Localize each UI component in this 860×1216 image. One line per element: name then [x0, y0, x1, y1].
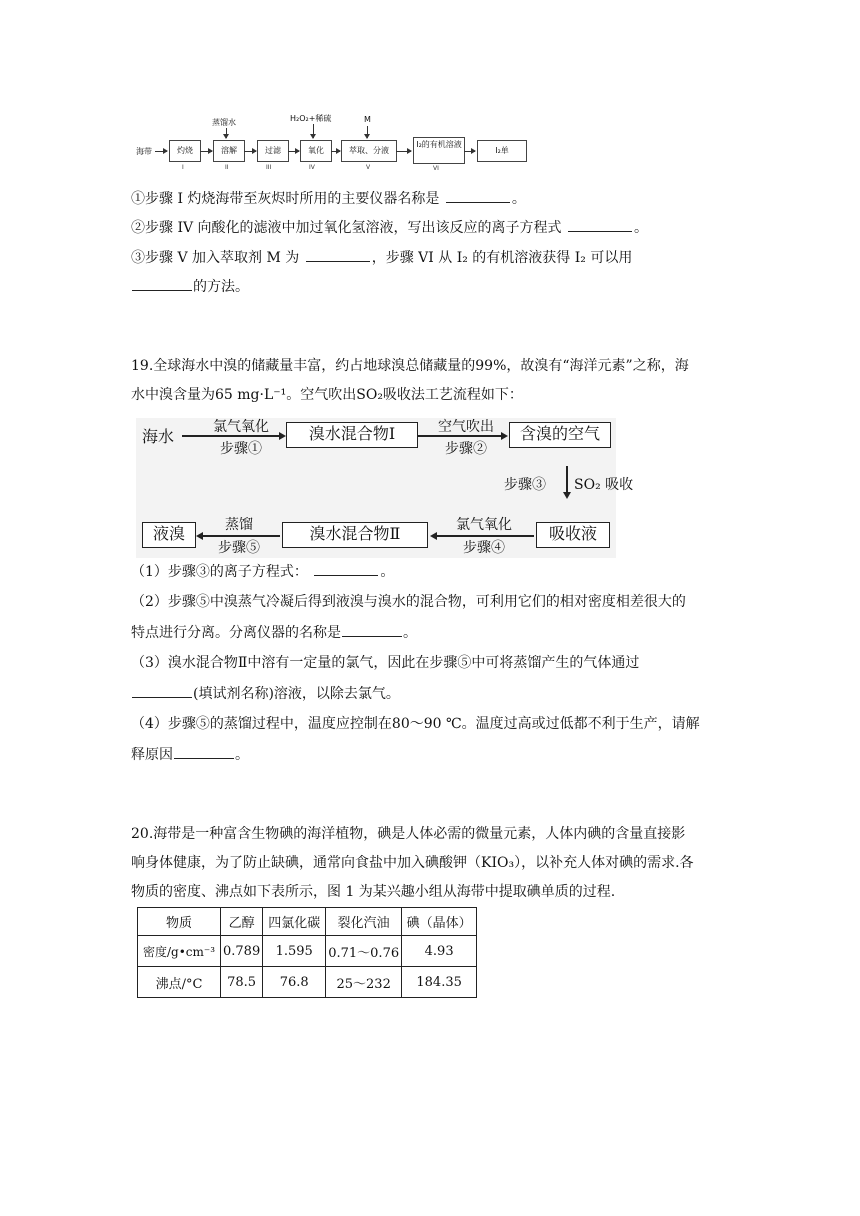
table-header-cell: 物质 — [138, 908, 221, 936]
table-header-cell: 乙醇 — [221, 908, 263, 936]
flow-box-bromine-air: 含溴的空气 — [509, 422, 611, 448]
q18-subquestion-2: ②步骤 IV 向酸化的滤液中加过氧化氢溶液，写出该反应的离子方程式 。 — [131, 217, 648, 238]
q19-intro-line-1: 19.全球海水中溴的储藏量丰富，约占地球溴总储藏量的99%，故溴有“海洋元素”之称，海 — [131, 358, 689, 374]
table-cell: 78.5 — [221, 967, 263, 998]
flow-box-burn: 灼烧 — [169, 140, 201, 162]
q19-part-3-line-2: (填试剂名称)溶液，以除去氯气。 — [131, 683, 400, 704]
flow-down-arrow — [563, 492, 571, 499]
flow-box-liquid-bromine: 液溴 — [142, 522, 196, 548]
q18-subquestion-3-cont: 的方法。 — [131, 276, 249, 297]
flow-box-absorb-liquid: 吸收液 — [536, 522, 610, 548]
q18-subquestion-3: ③步骤 V 加入萃取剂 M 为 ，步骤 VI 从 I₂ 的有机溶液获得 I₂ 可以用 — [131, 247, 632, 268]
table-cell: 0.71～0.76 — [326, 936, 402, 967]
table-row-label: 沸点/°C — [138, 967, 221, 998]
flow-start-label: 海带 — [136, 147, 152, 156]
flow-down-arrow — [313, 124, 314, 138]
flow-label-step4-bottom: 步骤④ — [463, 540, 505, 556]
flow-label-step4-top: 氯气氧化 — [456, 517, 512, 533]
flow-arrow — [155, 151, 167, 152]
flow-label-step3-right: SO₂ 吸收 — [574, 477, 634, 493]
flow-arrow — [396, 151, 411, 152]
table-header-cell: 四氯化碳 — [263, 908, 326, 936]
flow-arrow — [288, 151, 299, 152]
flow-box-iodine: I₂单 — [477, 140, 527, 162]
answer-blank[interactable] — [132, 683, 192, 698]
q20-line-3: 物质的密度、沸点如下表所示，图 1 为某兴趣小组从海带中提取碘单质的过程. — [131, 884, 616, 900]
table-row-label: 密度/g•cm⁻³ — [138, 936, 221, 967]
q19-part-2-line-2: 特点进行分离。分离仪器的名称是 。 — [131, 622, 417, 643]
flow-box-dissolve: 溶解 — [213, 140, 245, 162]
flow-step-roman: II — [225, 164, 229, 171]
answer-blank[interactable] — [568, 217, 632, 232]
table-row — [138, 908, 477, 936]
table-header-cell: 碘（晶体） — [402, 908, 477, 936]
q19-intro-line-2: 水中溴含量为65 mg·L⁻¹。空气吹出SO₂吸收法工艺流程如下： — [131, 387, 523, 403]
table-cell: 1.595 — [263, 936, 326, 967]
answer-blank[interactable] — [174, 744, 234, 759]
table-cell: 25～232 — [326, 967, 402, 998]
flow-seawater: 海水 — [142, 427, 175, 446]
flow-step-roman: I — [182, 164, 184, 171]
flow-arrow — [200, 151, 212, 152]
flow-label-step2-top: 空气吹出 — [438, 419, 494, 435]
q20-line-2: 响身体健康，为了防止缺碘，通常向食盐中加入碘酸钾（KIO₃），以补充人体对碘的需求.各 — [131, 855, 694, 871]
flow-input-label: H₂O₂+稀硫 — [290, 114, 332, 123]
table-cell: 4.93 — [402, 936, 477, 967]
flow-input-label: 蒸馏水 — [212, 118, 236, 127]
table-cell: 184.35 — [402, 967, 477, 998]
table-row — [138, 967, 477, 998]
table-cell: 0.789 — [221, 936, 263, 967]
answer-blank[interactable] — [306, 247, 370, 262]
q19-part-3-line-1: （3）溴水混合物Ⅱ中溶有一定量的氯气，因此在步骤⑤中可将蒸馏产生的气体通过 — [131, 655, 640, 671]
flow-input-label: M — [364, 115, 371, 124]
flow-step-roman: V — [366, 164, 371, 171]
q19-part-2-line-1: （2）步骤⑤中溴蒸气冷凝后得到液溴与溴水的混合物，可利用它们的相对密度相差很大的 — [131, 594, 686, 610]
flow-box-organic-solution: I₂的有机溶液 — [413, 137, 465, 164]
flow-box-mix2: 溴水混合物Ⅱ — [282, 522, 428, 548]
flow-down-arrow — [226, 128, 227, 138]
answer-blank[interactable] — [132, 276, 192, 291]
flow-box-extract: 萃取、分液 — [341, 140, 397, 162]
flow-label-step3-left: 步骤③ — [504, 477, 546, 493]
table-cell: 76.8 — [263, 967, 326, 998]
q19-part-1: （1）步骤③的离子方程式： 。 — [131, 561, 394, 582]
flow-step-roman: III — [266, 164, 272, 171]
answer-blank[interactable] — [342, 622, 402, 637]
q20-line-1: 20.海带是一种富含生物碘的海洋植物，碘是人体必需的微量元素，人体内碘的含量直接影 — [131, 826, 686, 842]
table-row — [138, 936, 477, 967]
flow-arrow — [331, 151, 340, 152]
answer-blank[interactable] — [446, 188, 510, 203]
flow-box-filter: 过滤 — [257, 140, 289, 162]
flow-label-step1-bottom: 步骤① — [220, 441, 262, 457]
flow-arrow — [244, 151, 256, 152]
flow-label-step5-bottom: 步骤⑤ — [218, 540, 260, 556]
q19-part-4-line-1: （4）步骤⑤的蒸馏过程中，温度应控制在80～90 ℃。温度过高或过低都不利于生产，请解 — [131, 716, 700, 732]
flow-step-roman: VI — [433, 165, 439, 172]
flow-step-roman: IV — [309, 164, 315, 171]
bromine-process-flow-diagram — [136, 418, 634, 558]
q19-part-4-line-2: 释原因 。 — [131, 744, 249, 765]
properties-table — [137, 907, 477, 998]
flow-label-step2-bottom: 步骤② — [445, 441, 487, 457]
flow-arrow — [464, 151, 475, 152]
flow-box-oxidize: 氧化 — [300, 140, 332, 162]
q18-subquestion-1: ①步骤 I 灼烧海带至灰烬时所用的主要仪器名称是 。 — [131, 188, 526, 209]
table-header-cell: 裂化汽油 — [326, 908, 402, 936]
flow-down-arrow — [367, 126, 368, 138]
flow-box-mix1: 溴水混合物Ⅰ — [286, 422, 418, 448]
flow-label-step5-top: 蒸馏 — [225, 517, 253, 533]
answer-blank[interactable] — [314, 561, 378, 576]
flow-label-step1-top: 氯气氧化 — [213, 419, 269, 435]
